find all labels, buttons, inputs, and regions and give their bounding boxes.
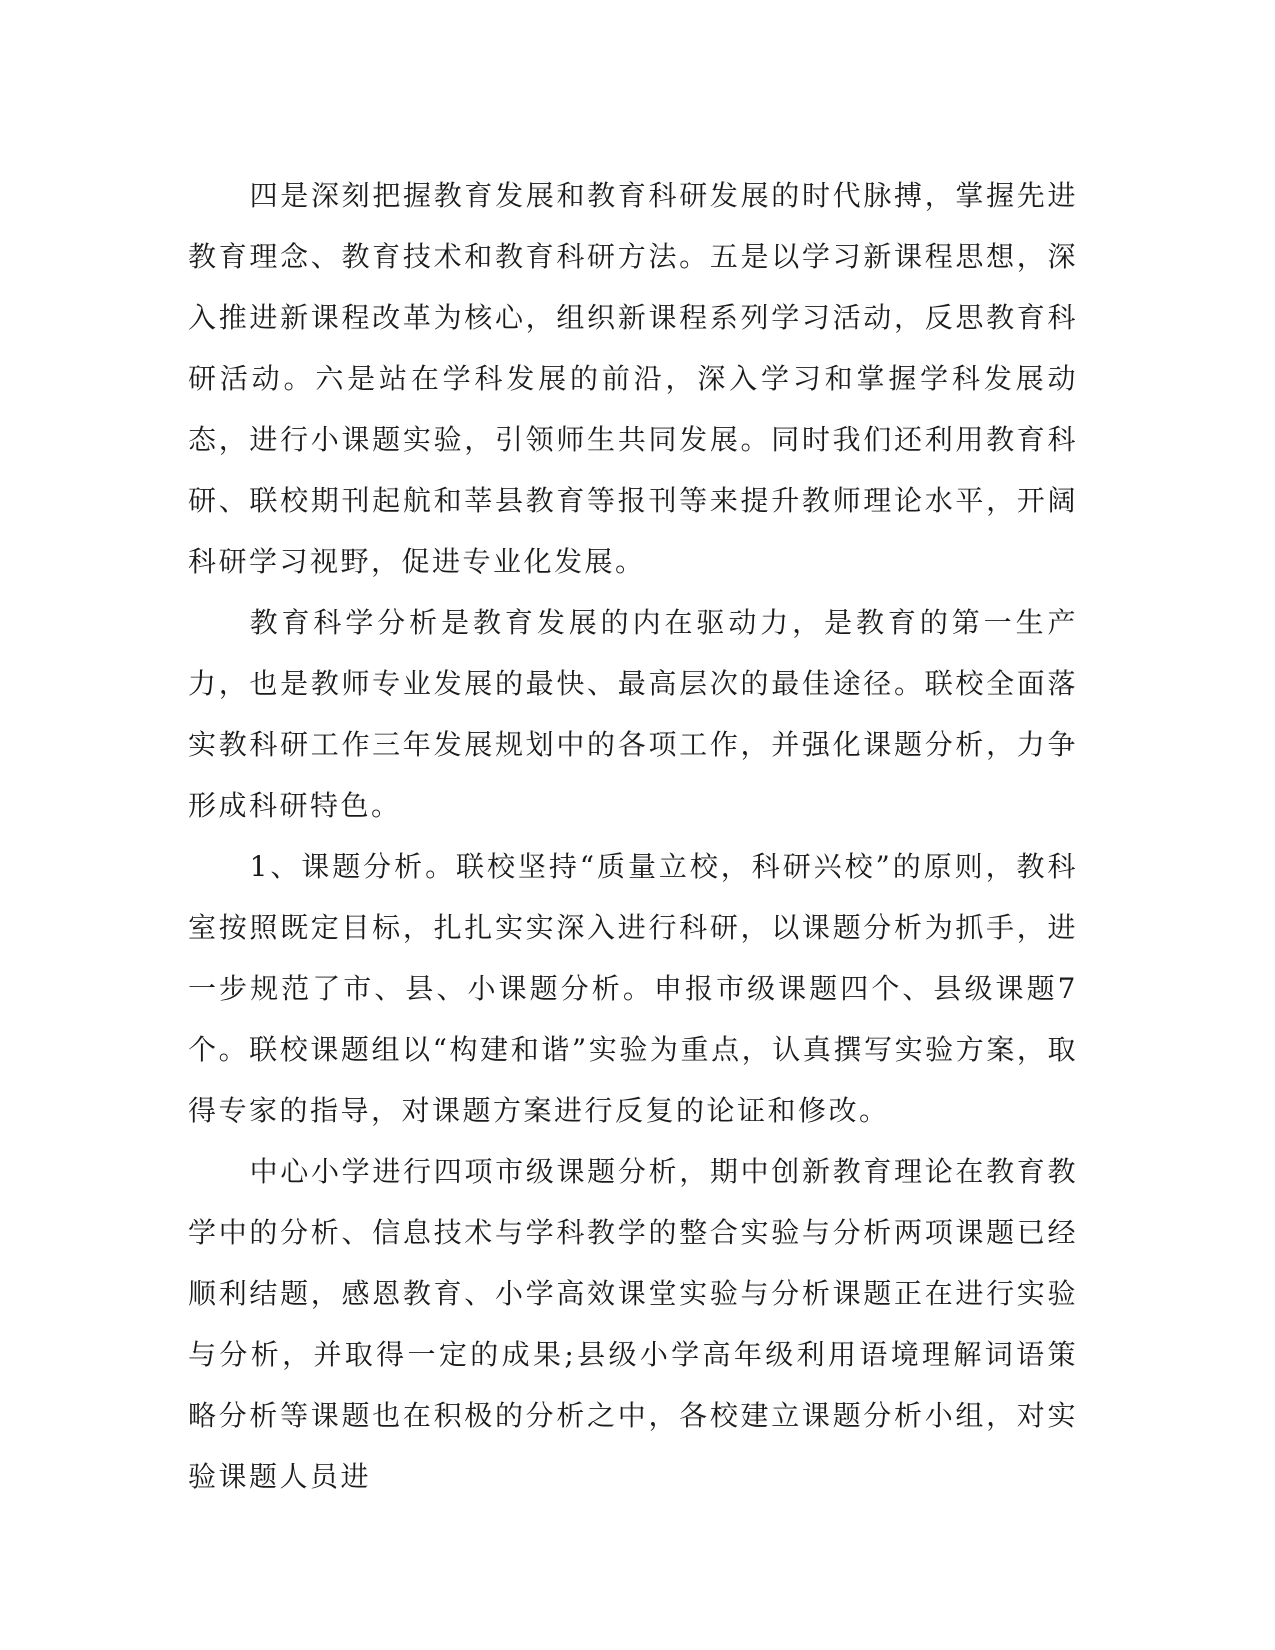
document-body [188,165,1078,1507]
paragraph-2: 教育科学分析是教育发展的内在驱动力，是教育的第一生产力，也是教师专业发展的最快、最高层次的最佳途径。联校全面落实教科研工作三年发展规划中的各项工作，并强化课题分析，力争形成科研特色。 [188,606,1078,822]
paragraph-1: 四是深刻把握教育发展和教育科研发展的时代脉搏，掌握先进教育理念、教育技术和教育科研方法。五是以学习新课程思想，深入推进新课程改革为核心，组织新课程系列学习活动，反思教育科研活动。六是站在学科发展的前沿，深入学习和掌握学科发展动态，进行小课题实验，引领师生共同发展。同时我们还利用教育科研、联校期刊起航和莘县教育等报刊等来提升教师理论水平，开阔科研学习视野，促进专业化发展。 [188,179,1078,578]
paragraph-3: 1、课题分析。联校坚持“质量立校，科研兴校”的原则，教科室按照既定目标，扎扎实实深入进行科研，以课题分析为抓手，进一步规范了市、县、小课题分析。申报市级课题四个、县级课题7个。联校课题组以“构建和谐”实验为重点，认真撰写实验方案，取得专家的指导，对课题方案进行反复的论证和修改。 [188,850,1078,1127]
paragraph-4: 中心小学进行四项市级课题分析，期中创新教育理论在教育教学中的分析、信息技术与学科教学的整合实验与分析两项课题已经顺利结题，感恩教育、小学高效课堂实验与分析课题正在进行实验与分析，并取得一定的成果;县级小学高年级利用语境理解词语策略分析等课题也在积极的分析之中，各校建立课题分析小组，对实验课题人员进 [188,1155,1078,1493]
